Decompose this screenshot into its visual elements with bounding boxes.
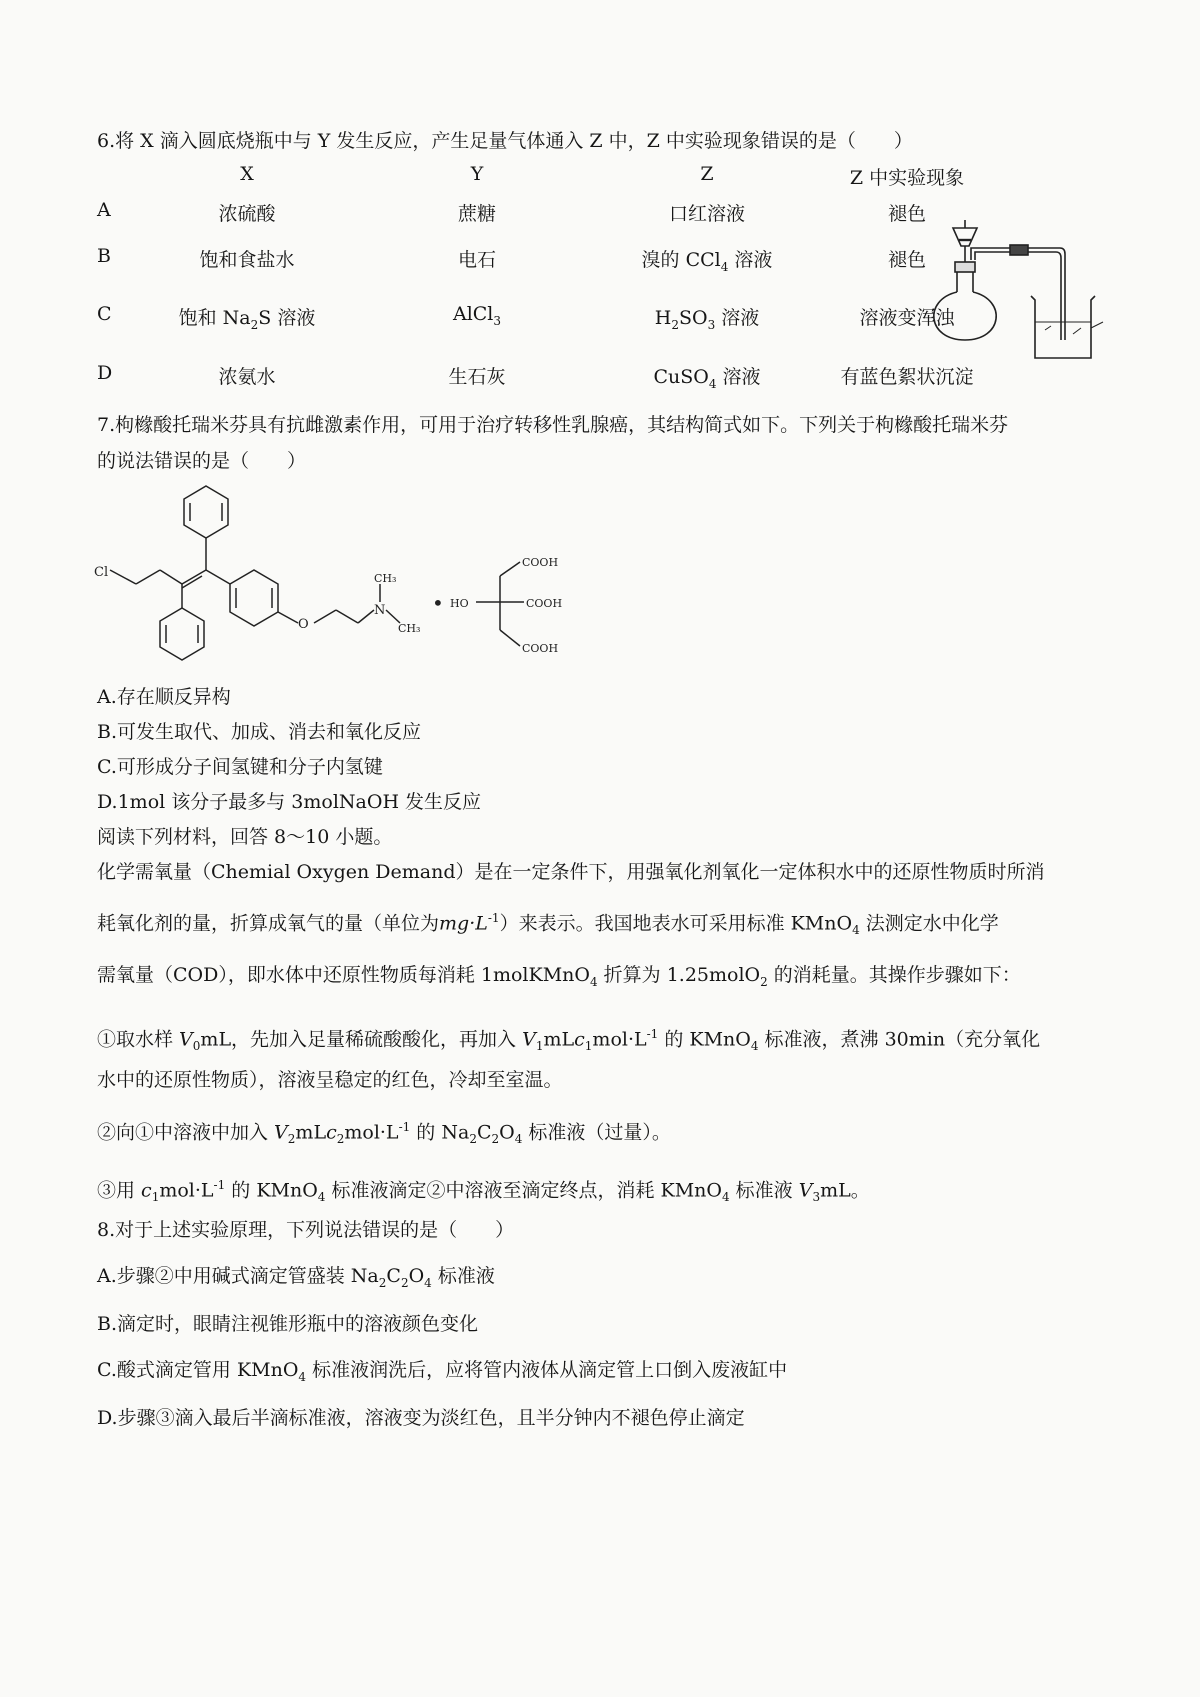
q8-option-c: C.酸式滴定管用 KMnO$_4$ 标准液润洗后，应将管内液体从滴定管上口倒入废液缸中 — [97, 1359, 788, 1384]
cell-phenomenon: 褪色 — [887, 203, 926, 225]
option-label: B — [97, 245, 111, 267]
salt-dot: • — [432, 591, 444, 615]
cell-z: 口红溶液 — [668, 203, 745, 225]
header-phenomenon: Z 中实验现象 — [849, 167, 965, 189]
cooh-middle-label: COOH — [526, 597, 563, 610]
cell-y: AlCl$_3$ — [452, 303, 502, 328]
cell-y: 生石灰 — [448, 366, 506, 388]
oxygen-atom-label: O — [298, 617, 309, 632]
cooh-top-label: COOH — [522, 556, 559, 569]
cell-x: 浓氨水 — [218, 366, 276, 388]
reading-paragraph-line3: 需氧量（COD），即水体中还原性物质每消耗 1molKMnO$_4$ 折算为 1.25molO$_2$ 的消耗量。其操作步骤如下： — [97, 964, 1021, 989]
methyl-top-label: CH₃ — [374, 572, 397, 585]
q7-option-d: D.1mol 该分子最多与 3molNaOH 发生反应 — [97, 791, 482, 813]
option-label: A — [97, 199, 111, 221]
cell-y: 蔗糖 — [457, 203, 496, 225]
cell-z: 溴的 CCl$_4$ 溶液 — [641, 249, 773, 274]
cell-z: CuSO$_4$ 溶液 — [653, 366, 761, 391]
apparatus-diagram — [905, 210, 1105, 380]
q7-option-b: B.可发生取代、加成、消去和氧化反应 — [97, 721, 422, 743]
q6-row-d — [97, 362, 974, 391]
q8-stem: 8.对于上述实验原理，下列说法错误的是（ ） — [97, 1219, 515, 1241]
header-x: X — [240, 163, 254, 185]
option-label: C — [97, 303, 112, 325]
option-label: D — [97, 362, 113, 384]
methyl-bottom-label: CH₃ — [398, 622, 421, 635]
cooh-bottom-label: COOH — [522, 642, 559, 655]
step-1-line1: ①取水样 $V_0mL$，先加入足量稀硫酸酸化，再加入 $V_1mLc_1mol\cdot L^{-1}$ 的 KMnO$_4$ 标准液，煮沸 30min（充分氧化 — [97, 1027, 1041, 1054]
q7-option-c: C.可形成分子间氢键和分子内氢键 — [97, 756, 383, 778]
q7-stem-line2: 的说法错误的是（ ） — [97, 450, 307, 472]
cell-z: $H_2SO_3$ 溶液 — [654, 307, 760, 332]
cell-x: 饱和 $Na_2S$ 溶液 — [178, 307, 316, 332]
q6-row-b — [97, 245, 926, 274]
q6-stem: 6.将 X 滴入圆底烧瓶中与 Y 发生反应，产生足量气体通入 Z 中，Z 中实验现象错误的是（ ） — [97, 130, 913, 152]
cell-phenomenon: 褪色 — [887, 249, 926, 271]
cell-x: 浓硫酸 — [218, 203, 276, 225]
q6-header-row — [97, 163, 965, 191]
q7-stem-line1: 7.枸橼酸托瑞米芬具有抗雌激素作用，可用于治疗转移性乳腺癌，其结构简式如下。下列关于枸橼酸托瑞米芬 — [97, 414, 1009, 436]
hydroxyl-label: HO — [450, 597, 469, 610]
q8-option-d: D.步骤③滴入最后半滴标准液，溶液变为淡红色，且半分钟内不褪色停止滴定 — [97, 1407, 745, 1429]
q6-row-a — [97, 199, 926, 227]
nitrogen-atom-label: N — [374, 603, 386, 618]
reading-intro: 阅读下列材料，回答 8～10 小题。 — [97, 826, 393, 848]
toremifene-citrate-structure — [90, 480, 590, 680]
reading-paragraph-line1: 化学需氧量（Chemial Oxygen Demand）是在一定条件下，用强氧化剂氧化一定体积水中的还原性物质时所消 — [97, 861, 1045, 883]
step-1-line2: 水中的还原性物质），溶液呈稳定的红色，冷却至室温。 — [97, 1069, 563, 1091]
header-y: Y — [470, 163, 484, 185]
header-z: Z — [700, 163, 714, 185]
cell-phenomenon: 溶液变浑浊 — [859, 307, 955, 329]
cell-x: 饱和食盐水 — [199, 249, 295, 271]
step-3: ③用 $c_1mol\cdot L^{-1}$ 的 KMnO$_4$ 标准液滴定②中溶液至滴定终点，消耗 KMnO$_4$ 标准液 $V_3mL$。 — [97, 1178, 870, 1205]
reading-paragraph-line2: 耗氧化剂的量，折算成氧气的量（单位为$mg\cdot L^{-1}$）来表示。我国地表水可采用标准 KMnO$_4$ 法测定水中化学 — [97, 911, 999, 938]
q8-option-b: B.滴定时，眼睛注视锥形瓶中的溶液颜色变化 — [97, 1313, 479, 1335]
chlorine-atom-label: Cl — [94, 565, 109, 580]
step-2: ②向①中溶液中加入 $V_2mLc_2mol\cdot L^{-1}$ 的 $Na_2C_2O_4$ 标准液（过量）。 — [97, 1120, 671, 1147]
cell-phenomenon: 有蓝色絮状沉淀 — [840, 366, 974, 388]
q7-option-a: A.存在顺反异构 — [97, 686, 231, 708]
q8-option-a: A.步骤②中用碱式滴定管盛装 $Na_2C_2O_4$ 标准液 — [97, 1265, 495, 1290]
q6-row-c — [97, 303, 955, 332]
cell-y: 电石 — [457, 249, 496, 271]
